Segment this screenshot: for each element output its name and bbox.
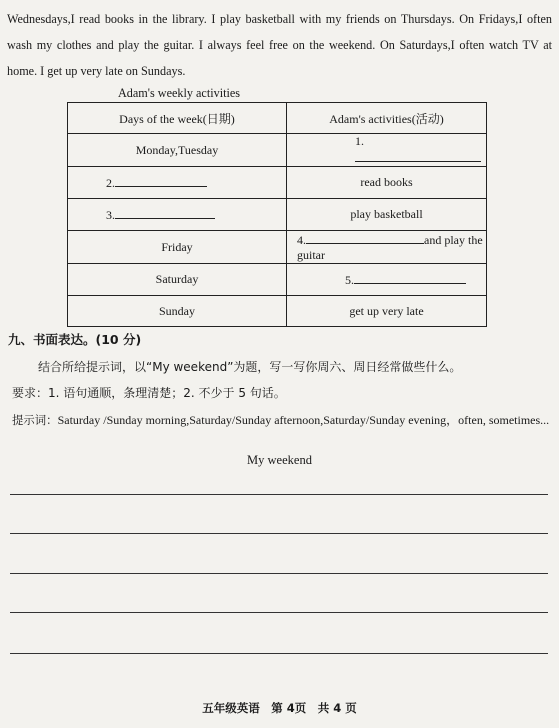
essay-title: My weekend bbox=[247, 453, 312, 467]
table-row bbox=[68, 167, 487, 199]
writing-line[interactable] bbox=[10, 494, 548, 495]
answer-line[interactable] bbox=[115, 206, 215, 219]
section-title: 九、书面表达。(10 分) bbox=[8, 332, 142, 347]
table-row bbox=[68, 134, 487, 167]
header-days: Days of the week(日期) bbox=[68, 103, 287, 134]
table-header-row bbox=[68, 103, 487, 134]
answer-line[interactable] bbox=[306, 231, 424, 244]
writing-line[interactable] bbox=[10, 653, 548, 654]
blank-number: 4. bbox=[297, 233, 306, 247]
hint-words bbox=[12, 411, 557, 428]
day-cell: Friday bbox=[68, 231, 287, 264]
writing-line[interactable] bbox=[10, 573, 548, 574]
table-row bbox=[68, 296, 487, 327]
answer-line[interactable] bbox=[354, 271, 466, 284]
activity-blank-4[interactable] bbox=[287, 231, 487, 264]
table-row bbox=[68, 231, 487, 264]
table-row bbox=[68, 199, 487, 231]
activity-cell: read books bbox=[287, 167, 487, 199]
writing-line[interactable] bbox=[10, 533, 548, 534]
activity-cell: play basketball bbox=[287, 199, 487, 231]
day-cell: Saturday bbox=[68, 264, 287, 296]
table-title: Adam's weekly activities bbox=[118, 86, 241, 100]
activity-text: and play the guitar bbox=[297, 233, 483, 262]
table-row bbox=[68, 264, 487, 296]
hint-label: 提示词： bbox=[12, 413, 58, 427]
blank-number: 5. bbox=[345, 273, 354, 287]
activities-table bbox=[67, 102, 487, 327]
writing-instruction: 结合所给提示词，以“My weekend”为题，写一写你周六、周日经常做些什么。 bbox=[38, 360, 462, 374]
header-activities: Adam's activities(活动) bbox=[287, 103, 487, 134]
day-cell: Monday,Tuesday bbox=[68, 134, 287, 167]
day-cell: Sunday bbox=[68, 296, 287, 327]
page-footer: 五年级英语 第 4页 共 4 页 bbox=[202, 701, 357, 715]
activity-cell: get up very late bbox=[287, 296, 487, 327]
day-blank-2[interactable] bbox=[68, 167, 287, 199]
reading-passage: Wednesdays,I read books in the library. I play basketball with my friends on Thursdays. On Fridays,I often wash my clothes and play the guitar. I always feel free on the weekend. On Saturdays,I often watch TV at home. I get up very late on Sundays. bbox=[7, 12, 552, 78]
blank-number: 3. bbox=[106, 208, 115, 222]
answer-line[interactable] bbox=[355, 149, 481, 162]
writing-requirements: 要求：1. 语句通顺，条理清楚；2. 不少于 5 句话。 bbox=[12, 386, 286, 400]
day-blank-3[interactable] bbox=[68, 199, 287, 231]
activity-blank-5[interactable] bbox=[287, 264, 487, 296]
blank-number: 2. bbox=[106, 176, 115, 190]
hint-text: Saturday /Sunday morning,Saturday/Sunday afternoon,Saturday/Sunday evening，often, sometimes... bbox=[57, 413, 550, 427]
answer-line[interactable] bbox=[115, 174, 207, 187]
blank-number: 1. bbox=[355, 134, 364, 148]
writing-line[interactable] bbox=[10, 612, 548, 613]
activity-blank-1[interactable] bbox=[287, 134, 487, 167]
